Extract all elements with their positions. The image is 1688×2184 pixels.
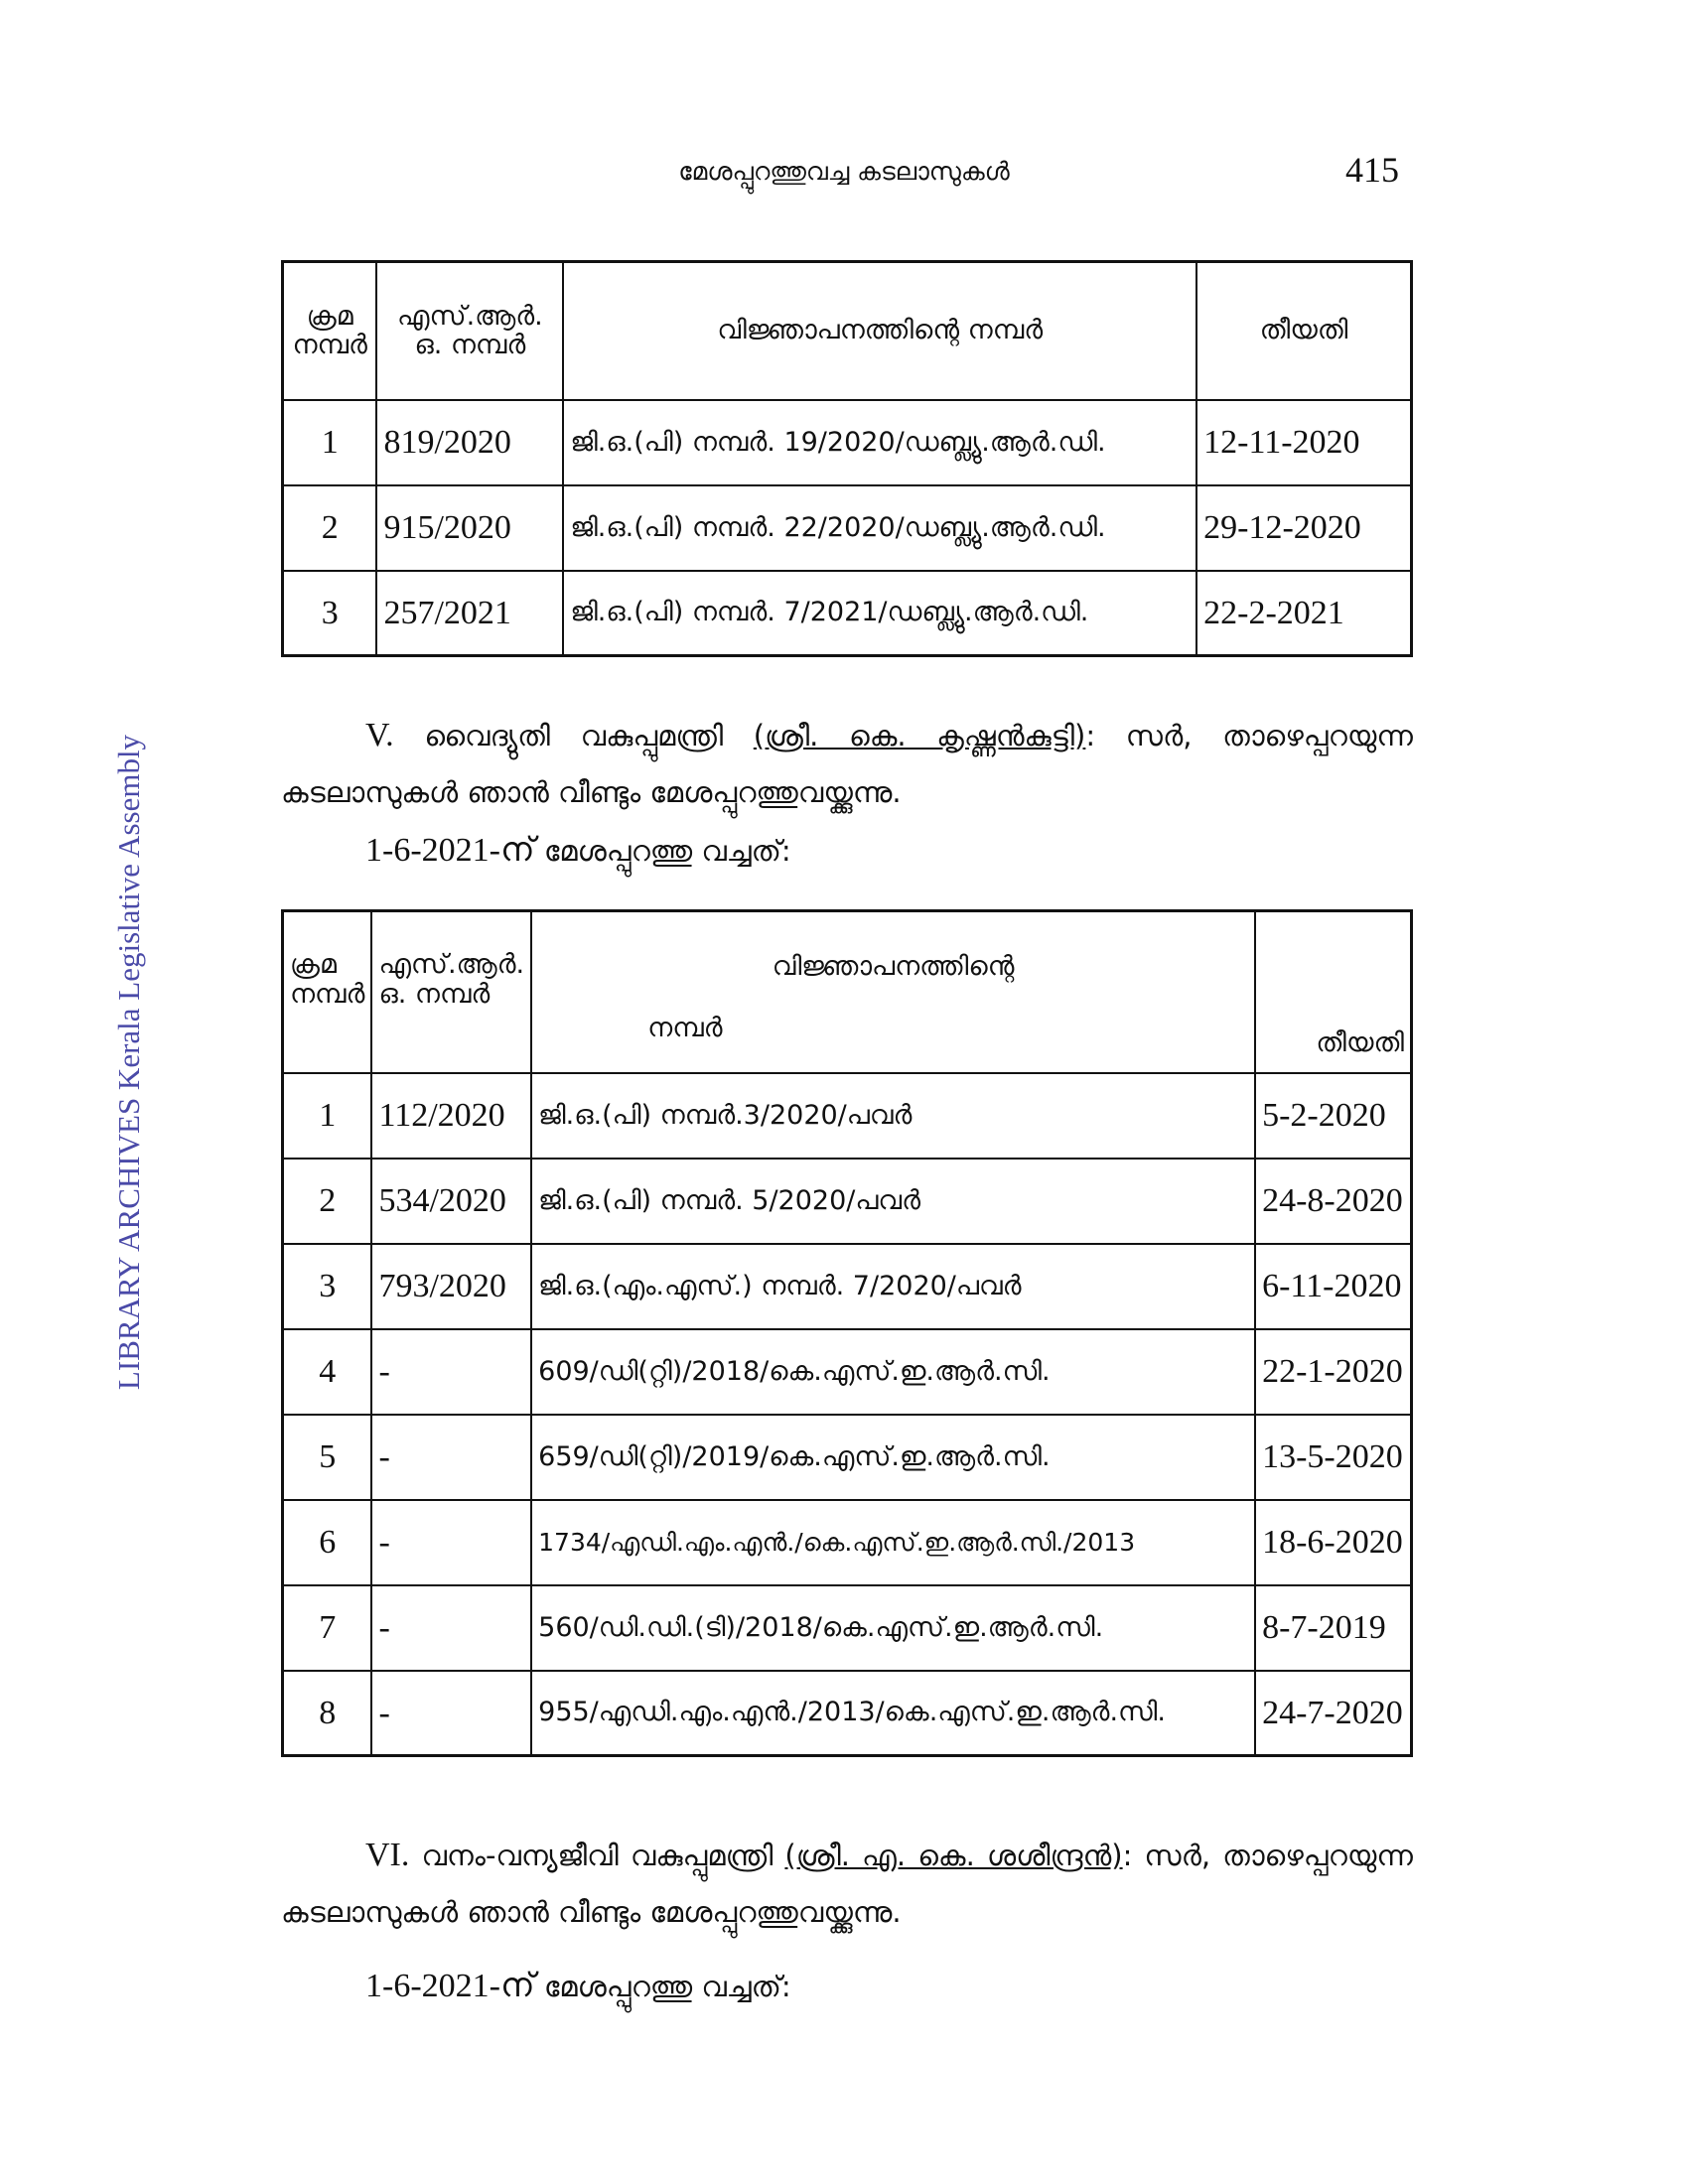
cell-notification: 955/എഡി.എം.എൻ./2013/കെ.എസ്.ഇ.ആർ.സി. bbox=[531, 1671, 1255, 1756]
section-v-laid-line bbox=[365, 832, 791, 870]
cell-notification: ജി.ഒ.(പി) നമ്പർ. 22/2020/ഡബ്ല്യു.ആർ.ഡി. bbox=[563, 485, 1196, 571]
table-row bbox=[283, 400, 1412, 485]
section-v-laid-date: 1-6-2021-ന് bbox=[365, 832, 535, 869]
cell-sro: 257/2021 bbox=[376, 571, 563, 656]
cell-serial: 2 bbox=[283, 1159, 372, 1244]
cell-sro: - bbox=[371, 1329, 531, 1415]
header-notification: വിജ്ഞാപനത്തിന്റെ നമ്പർ bbox=[563, 262, 1196, 400]
cell-date: 22-1-2020 bbox=[1255, 1329, 1411, 1415]
cell-notification: 659/ഡി(റ്റി)/2019/കെ.എസ്.ഇ.ആർ.സി. bbox=[531, 1415, 1255, 1500]
cell-date: 12-11-2020 bbox=[1196, 400, 1411, 485]
table-row bbox=[283, 1073, 1412, 1159]
cell-serial: 2 bbox=[283, 485, 377, 571]
cell-notification: 609/ഡി(റ്റി)/2018/കെ.എസ്.ഇ.ആർ.സി. bbox=[531, 1329, 1255, 1415]
cell-sro: 793/2020 bbox=[371, 1244, 531, 1329]
header-notification-line2: നമ്പർ bbox=[647, 1012, 723, 1043]
cell-date: 13-5-2020 bbox=[1255, 1415, 1411, 1500]
cell-date: 6-11-2020 bbox=[1255, 1244, 1411, 1329]
table-header-row bbox=[283, 911, 1412, 1073]
cell-date: 5-2-2020 bbox=[1255, 1073, 1411, 1159]
header-sro-line1: എസ്.ആർ. bbox=[397, 300, 543, 332]
cell-serial: 1 bbox=[283, 1073, 372, 1159]
table-row bbox=[283, 571, 1412, 656]
table-row bbox=[283, 1500, 1412, 1585]
cell-date: 24-8-2020 bbox=[1255, 1159, 1411, 1244]
cell-serial: 4 bbox=[283, 1329, 372, 1415]
section-v-numeral: V. bbox=[365, 717, 394, 753]
cell-sro: 534/2020 bbox=[371, 1159, 531, 1244]
cell-serial: 6 bbox=[283, 1500, 372, 1585]
section-vi-minister: വനം-വന്യജീവി വകുപ്പുമന്ത്രി bbox=[421, 1839, 774, 1872]
section-vi-numeral: VI. bbox=[365, 1837, 410, 1873]
table-row bbox=[283, 1671, 1412, 1756]
table-row bbox=[283, 1329, 1412, 1415]
cell-date: 18-6-2020 bbox=[1255, 1500, 1411, 1585]
cell-notification: ജി.ഒ.(പി) നമ്പർ. 7/2021/ഡബ്ല്യു.ആർ.ഡി. bbox=[563, 571, 1196, 656]
table-row bbox=[283, 1244, 1412, 1329]
table-row bbox=[283, 485, 1412, 571]
section-vi-paragraph bbox=[281, 1827, 1413, 1941]
section-vi-statement: : സർ, താഴെപ്പറയുന്ന കടലാസുകൾ ഞാൻ വീണ്ടും മേശപ്പുറത്തുവയ്ക്കുന്നു. bbox=[281, 1839, 1413, 1929]
cell-serial: 3 bbox=[283, 1244, 372, 1329]
cell-sro: 819/2020 bbox=[376, 400, 563, 485]
cell-sro: 112/2020 bbox=[371, 1073, 531, 1159]
header-sro-line2: ഒ. നമ്പർ bbox=[414, 330, 526, 361]
notification-table-2 bbox=[281, 909, 1413, 1757]
header-notification bbox=[531, 911, 1255, 1073]
table-row bbox=[283, 1159, 1412, 1244]
header-date: തീയതി bbox=[1255, 911, 1411, 1073]
cell-sro: - bbox=[371, 1585, 531, 1671]
header-notification-line1: വിജ്ഞാപനത്തിന്റെ bbox=[772, 951, 1015, 982]
cell-notification: 560/ഡി.ഡി.(ടി)/2018/കെ.എസ്.ഇ.ആർ.സി. bbox=[531, 1585, 1255, 1671]
cell-date: 22-2-2021 bbox=[1196, 571, 1411, 656]
header-sro-line1: എസ്.ആർ. bbox=[378, 949, 525, 980]
header-serial-line1: ക്രമ bbox=[306, 300, 353, 332]
cell-date: 8-7-2019 bbox=[1255, 1585, 1411, 1671]
notification-table-1 bbox=[281, 260, 1413, 657]
section-v-laid-text: മേശപ്പുറത്തു വച്ചത്: bbox=[543, 834, 791, 868]
cell-notification: ജി.ഒ.(പി) നമ്പർ.3/2020/പവർ bbox=[531, 1073, 1255, 1159]
header-date: തീയതി bbox=[1196, 262, 1411, 400]
section-v-paragraph bbox=[281, 707, 1413, 821]
cell-serial: 7 bbox=[283, 1585, 372, 1671]
cell-sro: - bbox=[371, 1415, 531, 1500]
header-sro bbox=[376, 262, 563, 400]
cell-sro: - bbox=[371, 1500, 531, 1585]
cell-date: 29-12-2020 bbox=[1196, 485, 1411, 571]
header-serial bbox=[283, 262, 377, 400]
header-serial bbox=[283, 911, 372, 1073]
cell-notification: 1734/എഡി.എം.എൻ./കെ.എസ്.ഇ.ആർ.സി./2013 bbox=[531, 1500, 1255, 1585]
section-v-minister-name: (ശ്രീ. കെ. കൃഷ്ണൻകുട്ടി) bbox=[753, 719, 1086, 752]
header-serial-line2: നമ്പർ bbox=[292, 330, 367, 361]
header-serial-line1: ക്രമ bbox=[290, 949, 337, 980]
cell-notification: ജി.ഒ.(പി) നമ്പർ. 5/2020/പവർ bbox=[531, 1159, 1255, 1244]
cell-sro: - bbox=[371, 1671, 531, 1756]
cell-notification: ജി.ഒ.(എം.എസ്.) നമ്പർ. 7/2020/പവർ bbox=[531, 1244, 1255, 1329]
section-vi-laid-line bbox=[365, 1968, 791, 2005]
cell-notification: ജി.ഒ.(പി) നമ്പർ. 19/2020/ഡബ്ല്യു.ആർ.ഡി. bbox=[563, 400, 1196, 485]
header-sro bbox=[371, 911, 531, 1073]
table-row bbox=[283, 1415, 1412, 1500]
cell-serial: 3 bbox=[283, 571, 377, 656]
cell-date: 24-7-2020 bbox=[1255, 1671, 1411, 1756]
running-header-title: മേശപ്പുറത്തുവച്ച കടലാസുകൾ bbox=[678, 157, 1010, 186]
table-row bbox=[283, 1585, 1412, 1671]
table-header-row bbox=[283, 262, 1412, 400]
section-vi-laid-date: 1-6-2021-ന് bbox=[365, 1968, 535, 2004]
cell-serial: 1 bbox=[283, 400, 377, 485]
cell-serial: 5 bbox=[283, 1415, 372, 1500]
section-vi-laid-text: മേശപ്പുറത്തു വച്ചത്: bbox=[543, 1970, 791, 2003]
section-vi-minister-name: (ശ്രീ. എ. കെ. ശശീന്ദ്രൻ) bbox=[784, 1839, 1123, 1872]
page-number: 415 bbox=[1345, 150, 1399, 190]
section-v-statement: : സർ, താഴെപ്പറയുന്ന കടലാസുകൾ ഞാൻ വീണ്ടും മേശപ്പുറത്തുവയ്ക്കുന്നു. bbox=[281, 719, 1413, 809]
archive-watermark: LIBRARY ARCHIVES Kerala Legislative Assembly bbox=[111, 734, 146, 1391]
cell-serial: 8 bbox=[283, 1671, 372, 1756]
section-v-minister: വൈദ്യുതി വകുപ്പുമന്ത്രി bbox=[424, 719, 724, 752]
header-serial-line2: നമ്പർ bbox=[290, 978, 365, 1010]
cell-sro: 915/2020 bbox=[376, 485, 563, 571]
header-sro-line2: ഒ. നമ്പർ bbox=[378, 978, 491, 1010]
